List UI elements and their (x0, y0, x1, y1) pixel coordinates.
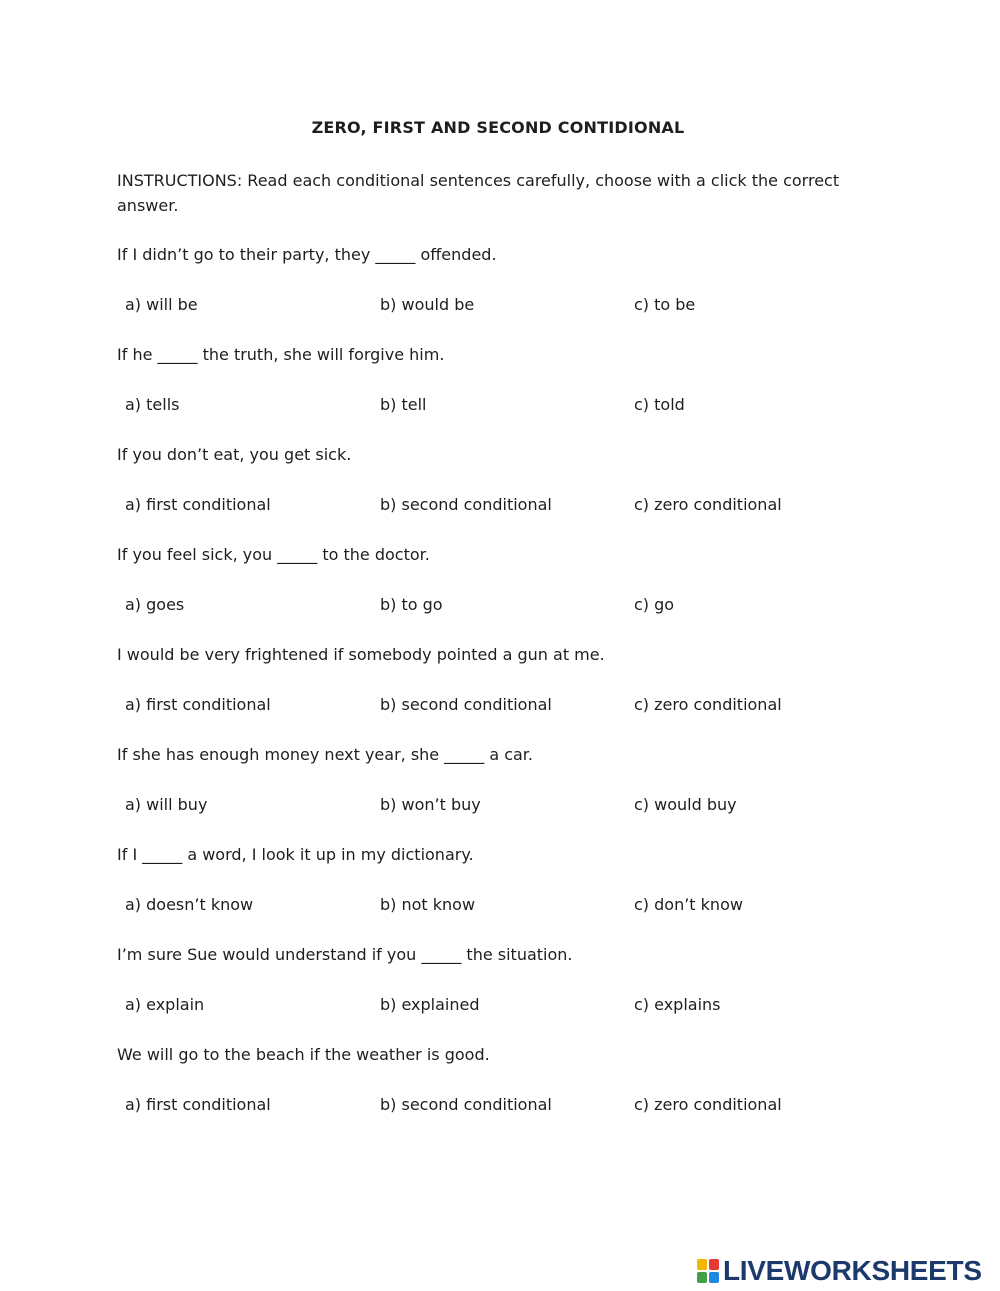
option-c[interactable]: c) to be (634, 295, 696, 314)
option-b[interactable]: b) to go (380, 595, 443, 614)
logo-text: LIVEWORKSHEETS (723, 1255, 982, 1286)
question-3 (0, 444, 1000, 544)
option-c[interactable]: c) told (634, 395, 685, 414)
question-stem: I’m sure Sue would understand if you _____ the situation. (117, 945, 573, 964)
option-b[interactable]: b) second conditional (380, 1095, 552, 1114)
question-stem: We will go to the beach if the weather is good. (117, 1045, 490, 1064)
logo-square-2 (709, 1259, 719, 1270)
option-c[interactable]: c) zero conditional (634, 1095, 782, 1114)
option-b[interactable]: b) won’t buy (380, 795, 481, 814)
option-c[interactable]: c) explains (634, 995, 721, 1014)
option-b[interactable]: b) not know (380, 895, 476, 914)
option-a[interactable]: a) first conditional (125, 1095, 271, 1114)
question-stem: I would be very frightened if somebody pointed a gun at me. (117, 645, 605, 664)
question-1 (0, 244, 1000, 344)
question-6 (0, 744, 1000, 844)
question-9 (0, 1044, 1000, 1144)
question-stem: If she has enough money next year, she _____ a car. (117, 745, 533, 764)
option-c[interactable]: c) don’t know (634, 895, 743, 914)
question-8 (0, 944, 1000, 1044)
liveworksheets-logo (697, 1256, 982, 1286)
option-a[interactable]: a) first conditional (125, 495, 271, 514)
option-b[interactable]: b) tell (380, 395, 427, 414)
option-a[interactable]: a) goes (125, 595, 185, 614)
liveworksheets-logo-icon (697, 1259, 719, 1283)
option-a[interactable]: a) explain (125, 995, 205, 1014)
option-a[interactable]: a) will be (125, 295, 198, 314)
question-7 (0, 844, 1000, 944)
logo-square-3 (697, 1272, 707, 1283)
option-b[interactable]: b) would be (380, 295, 475, 314)
logo-square-4 (709, 1272, 719, 1283)
option-b[interactable]: b) explained (380, 995, 480, 1014)
instructions-text: INSTRUCTIONS: Read each conditional sentences carefully, choose with a click the correct answer. (117, 171, 840, 215)
question-stem: If you don’t eat, you get sick. (117, 445, 352, 464)
question-stem: If you feel sick, you _____ to the doctor. (117, 545, 430, 564)
question-2 (0, 344, 1000, 444)
option-c[interactable]: c) go (634, 595, 675, 614)
page-title: ZERO, FIRST AND SECOND CONTIDIONAL (311, 118, 685, 137)
option-a[interactable]: a) first conditional (125, 695, 271, 714)
option-c[interactable]: c) zero conditional (634, 495, 782, 514)
question-stem: If he _____ the truth, she will forgive him. (117, 345, 445, 364)
question-stem: If I didn’t go to their party, they _____ offended. (117, 245, 497, 264)
option-b[interactable]: b) second conditional (380, 695, 552, 714)
question-stem: If I _____ a word, I look it up in my dictionary. (117, 845, 474, 864)
option-a[interactable]: a) tells (125, 395, 180, 414)
option-b[interactable]: b) second conditional (380, 495, 552, 514)
option-c[interactable]: c) zero conditional (634, 695, 782, 714)
question-4 (0, 544, 1000, 644)
option-c[interactable]: c) would buy (634, 795, 737, 814)
logo-square-1 (697, 1259, 707, 1270)
option-a[interactable]: a) will buy (125, 795, 208, 814)
question-5 (0, 644, 1000, 744)
option-a[interactable]: a) doesn’t know (125, 895, 254, 914)
